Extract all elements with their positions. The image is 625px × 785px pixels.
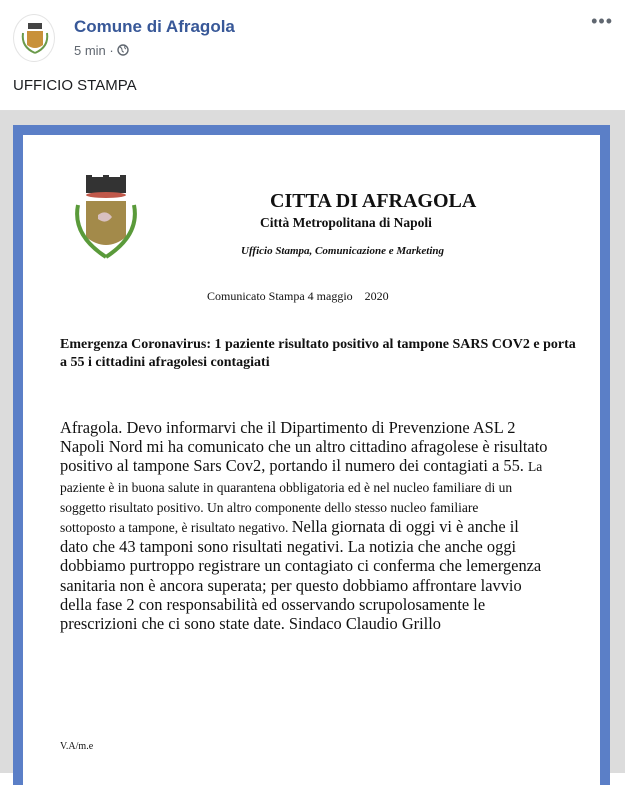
body-line — [60, 497, 600, 517]
document-subtitle: Città Metropolitana di Napoli — [260, 215, 432, 230]
body-line — [60, 556, 600, 575]
body-text: sottoposto a tampone, è risultato negativo. — [60, 520, 292, 536]
body-line — [60, 576, 600, 595]
body-line — [60, 517, 600, 537]
document-office: Ufficio Stampa, Comunicazione e Marketing — [241, 245, 445, 257]
more-icon[interactable]: ••• — [591, 11, 613, 31]
post-header — [0, 0, 625, 111]
body-text: prescrizioni che ci sono state date. Sindaco Claudio Grillo — [60, 614, 441, 634]
body-line — [60, 456, 600, 476]
body-text: Afragola. Devo informarvi che il Dipartimento di Prevenzione ASL 2 — [60, 418, 516, 437]
body-line — [60, 437, 600, 456]
post-time[interactable]: 5 min — [74, 43, 106, 58]
body-text: paziente è in buona salute in quarantena obbligatoria ed è nel nucleo familiare di un — [60, 479, 513, 495]
body-line — [60, 477, 600, 497]
body-text: sanitaria non è ancora superata; per questo dobbiamo affrontare lavvio — [60, 575, 522, 595]
avatar[interactable] — [13, 14, 55, 62]
crest-icon — [14, 15, 55, 62]
body-line — [60, 595, 600, 614]
body-line — [60, 614, 600, 633]
body-text: Nella giornata di oggi vi è anche il — [291, 517, 519, 537]
document-date: Comunicato Stampa 4 maggio 2020 — [207, 289, 389, 303]
body-text: La — [527, 459, 543, 475]
post-meta — [74, 43, 129, 58]
coat-of-arms-icon — [68, 175, 144, 271]
document-title: CITTA DI AFRAGOLA — [270, 190, 477, 212]
separator: · — [109, 43, 114, 58]
document-headline: Emergenza Coronavirus: 1 paziente risultato positivo al tampone SARS COV2 e porta a 55 i cittadini afragolesi contagiati — [60, 337, 576, 370]
body-text: della fase 2 con responsabilità ed osservando scrupolosamente le — [60, 594, 486, 614]
body-text: dato che 43 tamponi sono risultati negativi. La notizia che anche oggi — [60, 537, 517, 557]
author-name[interactable]: Comune di Afragola — [74, 17, 235, 36]
document-signature: V.A/m.e — [60, 741, 94, 752]
body-line — [60, 537, 600, 556]
body-line — [60, 418, 600, 437]
document-page — [23, 135, 600, 785]
document-frame — [13, 125, 610, 785]
body-text: Napoli Nord mi ha comunicato che un altro cittadino afragolese è risultato — [60, 437, 548, 457]
post-image[interactable] — [0, 111, 625, 773]
body-text: dobbiamo purtroppo registrare un contagiato ci conferma che lemergenza — [60, 556, 542, 576]
body-text: soggetto risultato positivo. Un altro componente dello stesso nucleo familiare — [60, 499, 479, 515]
document-body — [60, 418, 600, 633]
globe-icon — [117, 44, 129, 56]
body-text: positivo al tampone Sars Cov2, portando il numero dei contagiati a 55. — [60, 456, 524, 476]
post-text: UFFICIO STAMPA — [13, 77, 137, 94]
